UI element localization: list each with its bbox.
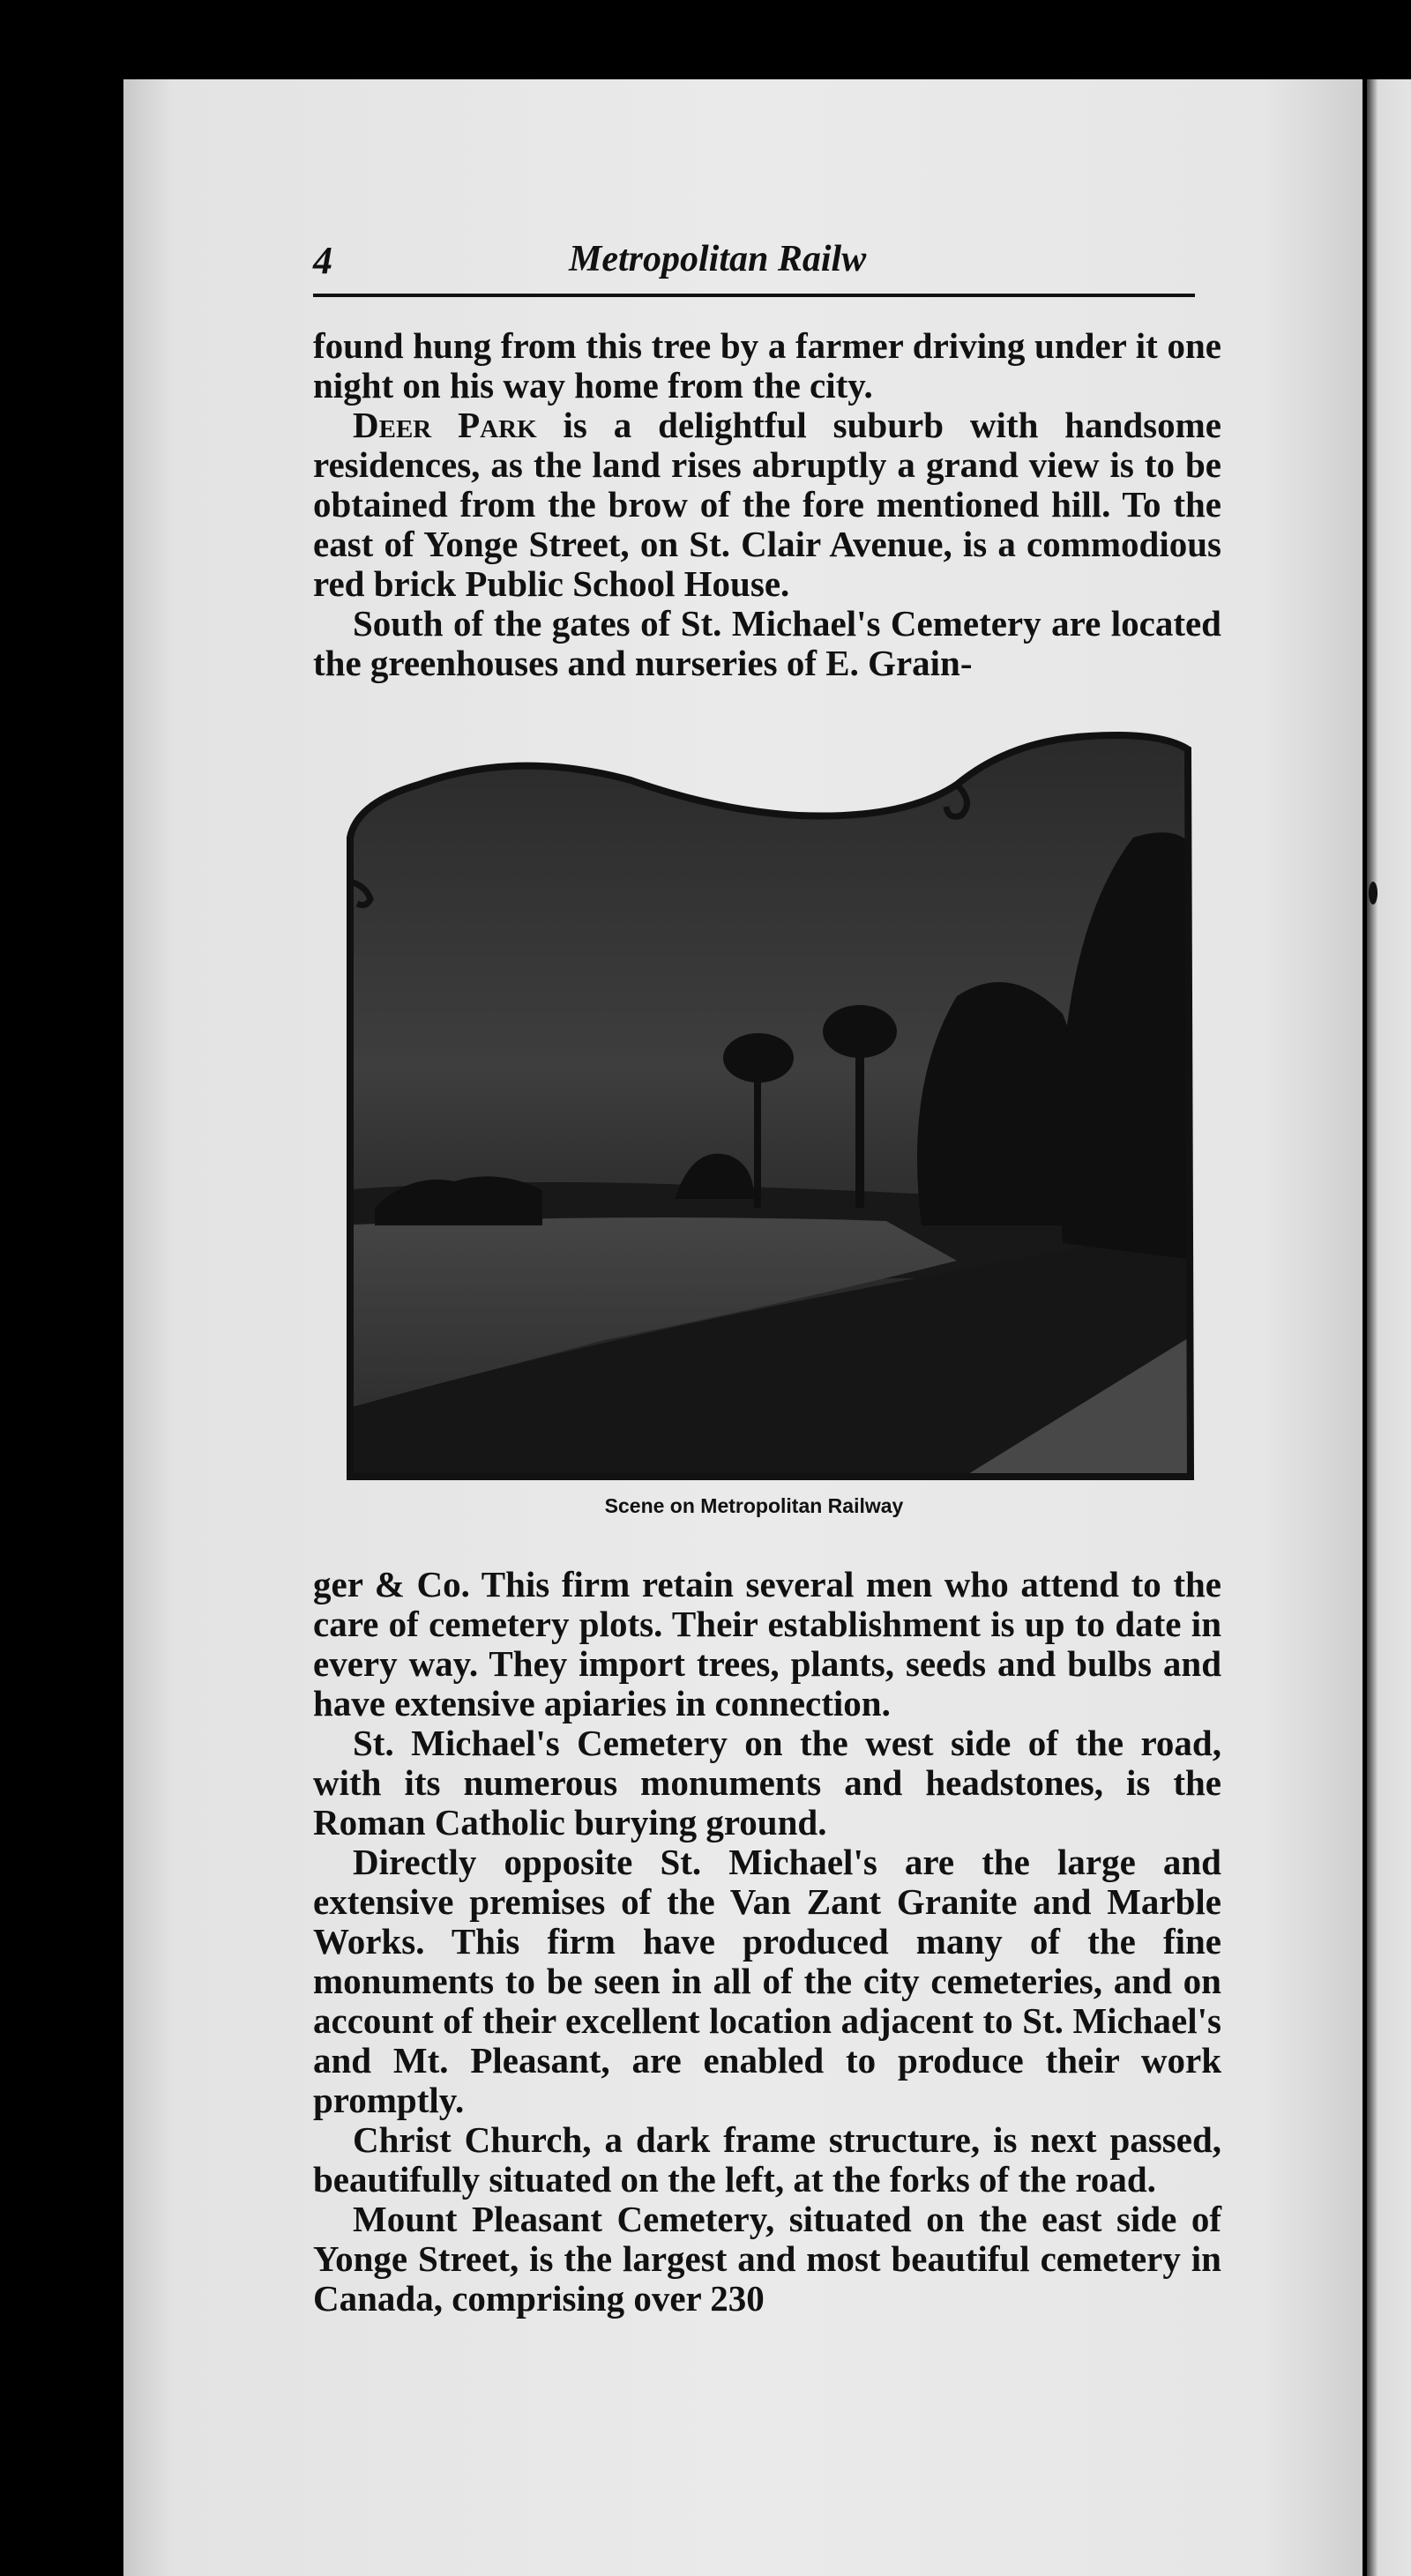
figure-caption: Scene on Metropolitan Railway [604,1494,904,1517]
text-block-bottom [313,1565,1221,2319]
paragraph: Christ Church, a dark frame structure, is next passed, beautifully situated on the left, at the forks of the road. [313,2119,1221,2200]
text-block-top [313,326,1221,683]
adjacent-page-edge [1367,79,1411,2576]
deer-park-label: Deer Park [353,405,537,445]
page-edge-mark [1369,882,1377,905]
paragraph-text: is a delightful suburb with handsome residences, as the land rises abruptly a grand view is to be obtained from the brow of the fore mentioned hill. To the east of Yonge Street, on St. Clair Avenue, is a commodious red brick Public School House. [313,405,1221,604]
paragraph: St. Michael's Cemetery on the west side of the road, with its numerous monuments and headstones, is the Roman Catholic burying ground. [313,1723,1221,1843]
running-title: Metropolitan Railw [569,239,867,279]
paragraph-deer-park [313,406,1221,604]
paragraph: South of the gates of St. Michael's Cemetery are located the greenhouses and nurseries of E. Grain- [313,603,1221,683]
page-header [313,238,1195,300]
paragraph: Directly opposite St. Michael's are the large and extensive premises of the Van Zant Granite and Marble Works. This firm have produced many of the fine monuments to be seen in all of the city cemeteries, and on account of their excellent location adjacent to St. Michael's and Mt. Pleasant, are enabled to produce their work promptly. [313,1842,1221,2120]
paragraph: found hung from this tree by a farmer driving under it one night on his way home from the city. [313,325,1221,406]
header-rule [313,294,1195,297]
paragraph: ger & Co. This firm retain several men who attend to the care of cemetery plots. Their establishment is up to date in every way. They import trees, plants, seeds and bulbs and have extensive apiaries in connection. [313,1564,1221,1724]
paragraph: Mount Pleasant Cemetery, situated on the east side of Yonge Street, is the largest and most beautiful cemetery in Canada, comprising over 230 [313,2199,1221,2319]
scene-photograph [340,732,1199,1481]
page-number: 4 [313,239,332,282]
